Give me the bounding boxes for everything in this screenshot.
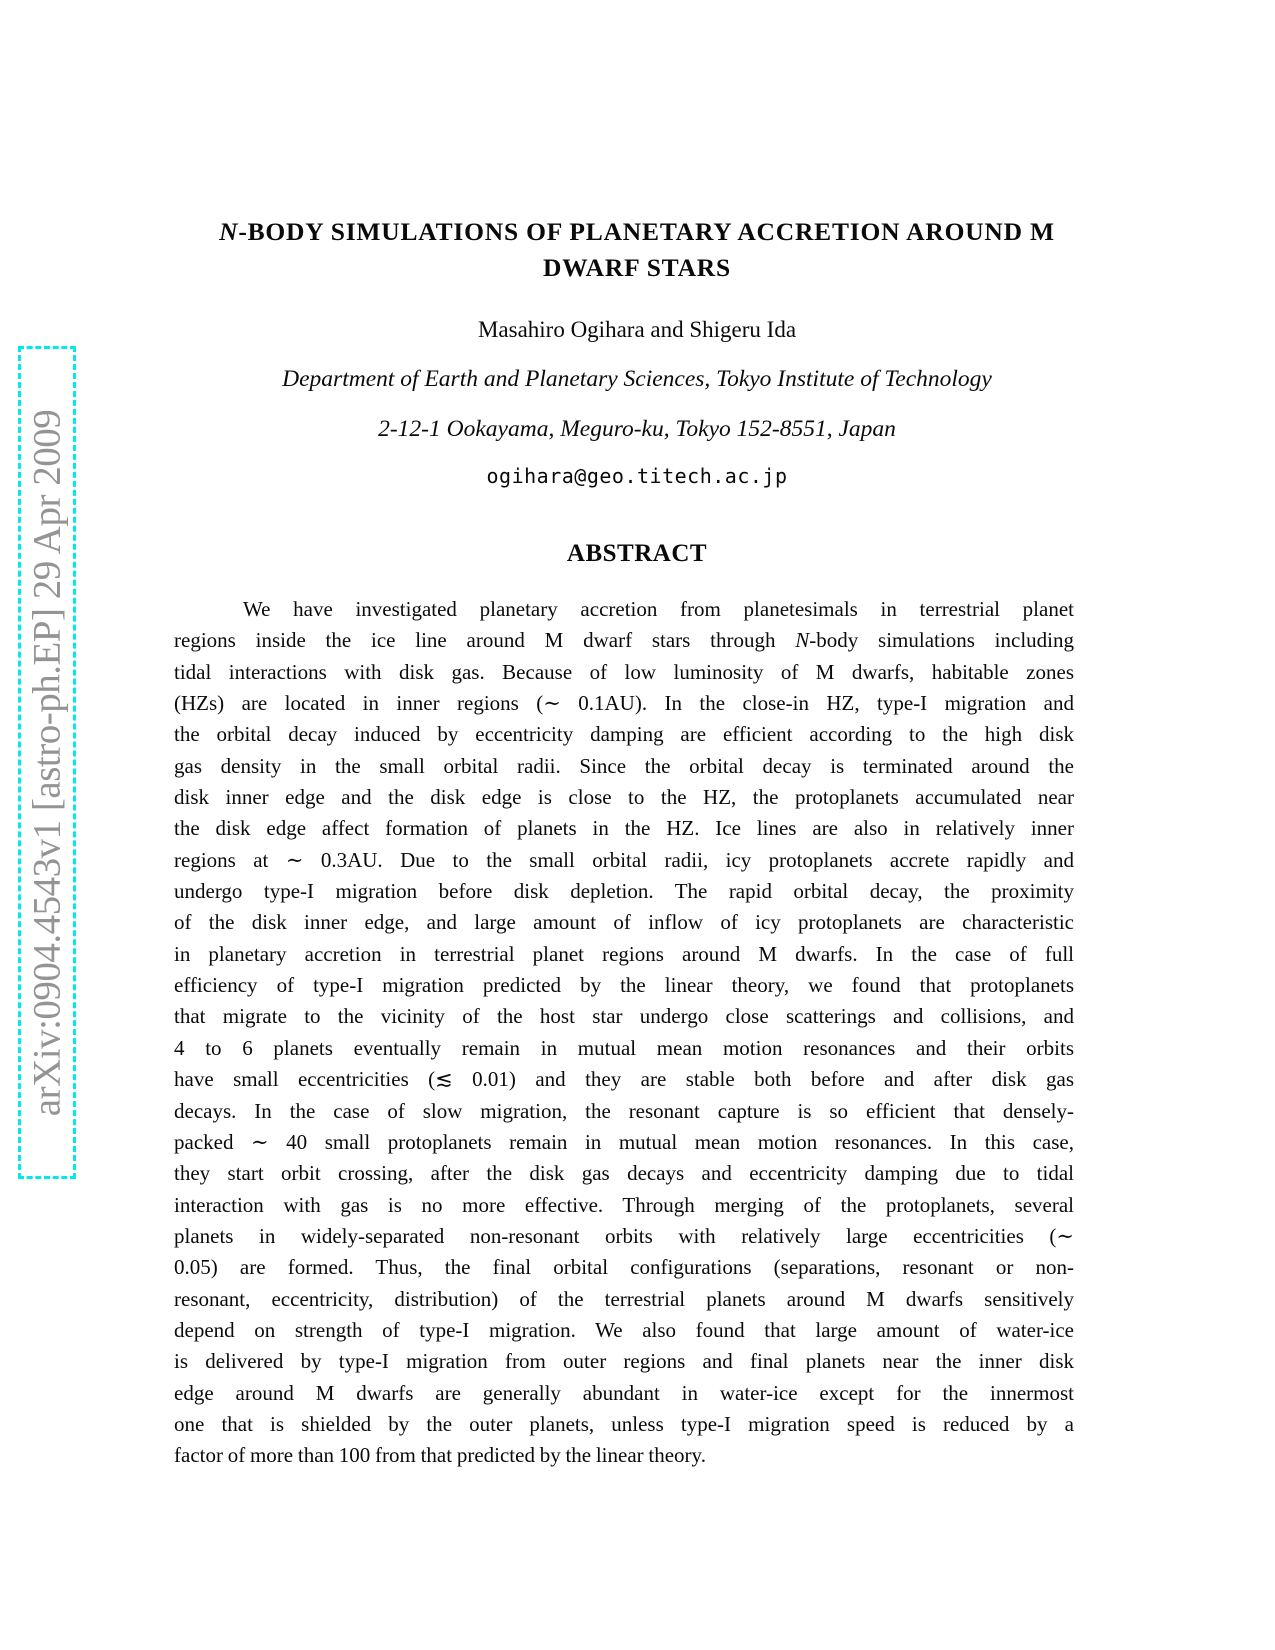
abstract-line: depend on strength of type-I migration. We also found that large amount of water-ice bbox=[174, 1317, 1074, 1342]
abstract-line: packed ∼ 40 small protoplanets remain in mutual mean motion resonances. In this case, bbox=[174, 1129, 1074, 1154]
abstract-line: gas density in the small orbital radii. Since the orbital decay is terminated around the bbox=[174, 753, 1074, 778]
abstract-line: resonant, eccentricity, distribution) of the terrestrial planets around M dwarfs sensitively bbox=[174, 1286, 1074, 1311]
paper-title-line1 bbox=[137, 214, 1137, 250]
abstract-line: of the disk inner edge, and large amount of inflow of icy protoplanets are characteristic bbox=[174, 910, 1074, 935]
abstract-line: is delivered by type-I migration from outer regions and final planets near the inner disk bbox=[174, 1349, 1074, 1374]
abstract-line: in planetary accretion in terrestrial planet regions around M dwarfs. In the case of full bbox=[174, 941, 1074, 966]
arxiv-watermark-frame bbox=[18, 346, 76, 1179]
abstract-line: the disk edge affect formation of planets in the HZ. Ice lines are also in relatively inner bbox=[174, 816, 1074, 841]
abstract-line: (HZs) are located in inner regions (∼ 0.1AU). In the close-in HZ, type-I migration and bbox=[174, 691, 1074, 716]
abstract-line: they start orbit crossing, after the disk gas decays and eccentricity damping due to tidal bbox=[174, 1161, 1074, 1186]
abstract-line: decays. In the case of slow migration, the resonant capture is so efficient that densely- bbox=[174, 1098, 1074, 1123]
abstract-line: that migrate to the vicinity of the host star undergo close scatterings and collisions, and bbox=[174, 1004, 1074, 1029]
abstract-line: edge around M dwarfs are generally abundant in water-ice except for the innermost bbox=[174, 1380, 1074, 1405]
abstract-line: efficiency of type-I migration predicted by the linear theory, we found that protoplanets bbox=[174, 973, 1074, 998]
abstract-line: disk inner edge and the disk edge is close to the HZ, the protoplanets accumulated near bbox=[174, 785, 1074, 810]
abstract-line: regions inside the ice line around M dwarf stars through N-body simulations including bbox=[174, 628, 1074, 653]
abstract-line: planets in widely-separated non-resonant orbits with relatively large eccentricities (∼ bbox=[174, 1223, 1074, 1248]
abstract-line: undergo type-I migration before disk depletion. The rapid orbital decay, the proximity bbox=[174, 879, 1074, 904]
abstract-line: the orbital decay induced by eccentricity damping are efficient according to the high disk bbox=[174, 722, 1074, 747]
abstract-line: tidal interactions with disk gas. Because of low luminosity of M dwarfs, habitable zones bbox=[174, 659, 1074, 684]
abstract-line: factor of more than 100 from that predicted by the linear theory. bbox=[174, 1443, 706, 1468]
abstract-line: have small eccentricities (≲ 0.01) and they are stable both before and after disk gas bbox=[174, 1067, 1074, 1092]
authors-line: Masahiro Ogihara and Shigeru Ida bbox=[477, 317, 797, 342]
title-line1-rest: -BODY SIMULATIONS OF PLANETARY ACCRETION AROUND M bbox=[238, 217, 1055, 246]
affiliation-line: Department of Earth and Planetary Sciences, Tokyo Institute of Technology bbox=[282, 366, 992, 392]
abstract-line: one that is shielded by the outer planets, unless type-I migration speed is reduced by a bbox=[174, 1411, 1074, 1436]
abstract-heading: ABSTRACT bbox=[566, 540, 708, 567]
abstract-body bbox=[174, 594, 1074, 1472]
abstract-line: 4 to 6 planets eventually remain in mutual mean motion resonances and their orbits bbox=[174, 1035, 1074, 1060]
abstract-line: interaction with gas is no more effective. Through merging of the protoplanets, several bbox=[174, 1192, 1074, 1217]
paper-title-line2: DWARF STARS bbox=[542, 253, 732, 282]
abstract-line: We have investigated planetary accretion from planetesimals in terrestrial planet bbox=[243, 597, 1074, 621]
arxiv-watermark-text: arXiv:0904.4543v1 [astro-ph.EP] 29 Apr 2009 bbox=[25, 409, 69, 1116]
address-line: 2-12-1 Ookayama, Meguro-ku, Tokyo 152-8551, Japan bbox=[378, 416, 896, 442]
paper-title bbox=[137, 214, 1137, 286]
abstract-line: 0.05) are formed. Thus, the final orbital configurations (separations, resonant or non- bbox=[174, 1255, 1074, 1280]
title-italic-n: N bbox=[219, 217, 239, 246]
email-address: ogihara@geo.titech.ac.jp bbox=[486, 464, 788, 488]
abstract-line: regions at ∼ 0.3AU. Due to the small orbital radii, icy protoplanets accrete rapidly and bbox=[174, 847, 1074, 872]
